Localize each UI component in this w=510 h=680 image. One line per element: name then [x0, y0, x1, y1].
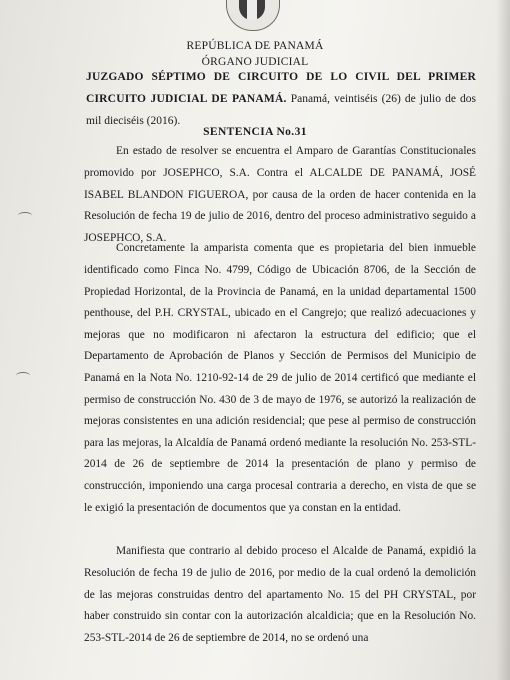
- document-date: Panamá, veintiséis (26) de julio de dos mil dieciséis (2016).: [86, 93, 477, 127]
- header-country: REPÚBLICA DE PANAMÁ: [186, 40, 324, 52]
- court-name: JUZGADO SÉPTIMO DE CIRCUITO DE LO CIVIL DEL PRIMER CIRCUITO JUDICIAL DE PANAMÁ.: [86, 71, 476, 105]
- page-shadow: [496, 0, 510, 680]
- paragraph-1: En estado de resolver se encuentra el Amparo de Garantías Constitucionales promovido por JOSEPHCO, S.A. Contra el ALCALDE DE PANAMÁ, JOSÉ ISABEL BLANDON FIGUEROA, por causa de la orden de hacer contenida en la Resolución de fecha 19 de julio de 2016, dentro del proceso administrativo seguido a JOSEPHCO, S.A.: [84, 145, 476, 244]
- punch-hole-mark: [16, 372, 30, 379]
- court-heading: [86, 66, 476, 132]
- document-title: SENTENCIA No.31: [203, 126, 307, 138]
- paragraph-3: Manifiesta que contrario al debido proceso el Alcalde de Panamá, expidió la Resolución de fecha 19 de julio de 2016, por medio de la cual ordenó la demolición de las mejoras construidas dentro del apartamento No. 15 del PH CRYSTAL, por haber construido sin contar con la autorización alcaldicia; que en la Resolución No. 253-STL-2014 de 26 de septiembre de 2014, no se ordenó una: [84, 545, 476, 644]
- coat-of-arms-seal: [226, 0, 280, 31]
- punch-hole-mark: [18, 212, 32, 219]
- paragraph-2: Concretamente la amparista comenta que es propietaria del bien inmueble identificado como Finca No. 4799, Código de Ubicación 8706, de la Sección de Propiedad Horizontal, de la Provincia de Panamá, en la unidad departamental 1500 penthouse, del P.H. CRYSTAL, ubicado en el Cangrejo; que realizó adecuaciones y mejoras que no modificaron ni afectaron la estructura del edificio; que el Departamento de Aprobación de Planos y Sección de Permisos del Municipio de Panamá en la Nota No. 1210-92-14 de 29 de julio de 2014 certificó que mediante el permiso de construcción No. 430 de 3 de mayo de 1976, se autorizó la realización de mejoras consistentes en una adición residencial; que pese al permiso de construcción para las mejoras, la Alcaldía de Panamá ordenó mediante la resolución No. 253-STL-2014 de 26 de septiembre de 2014 la presentación de plano y permiso de construcción, imponiendo una carga procesal contraria a derecho, en vista de que se le exigió la presentación de documentos que ya constan en la entidad.: [84, 242, 476, 514]
- header-organ: ÓRGANO JUDICIAL: [201, 56, 309, 68]
